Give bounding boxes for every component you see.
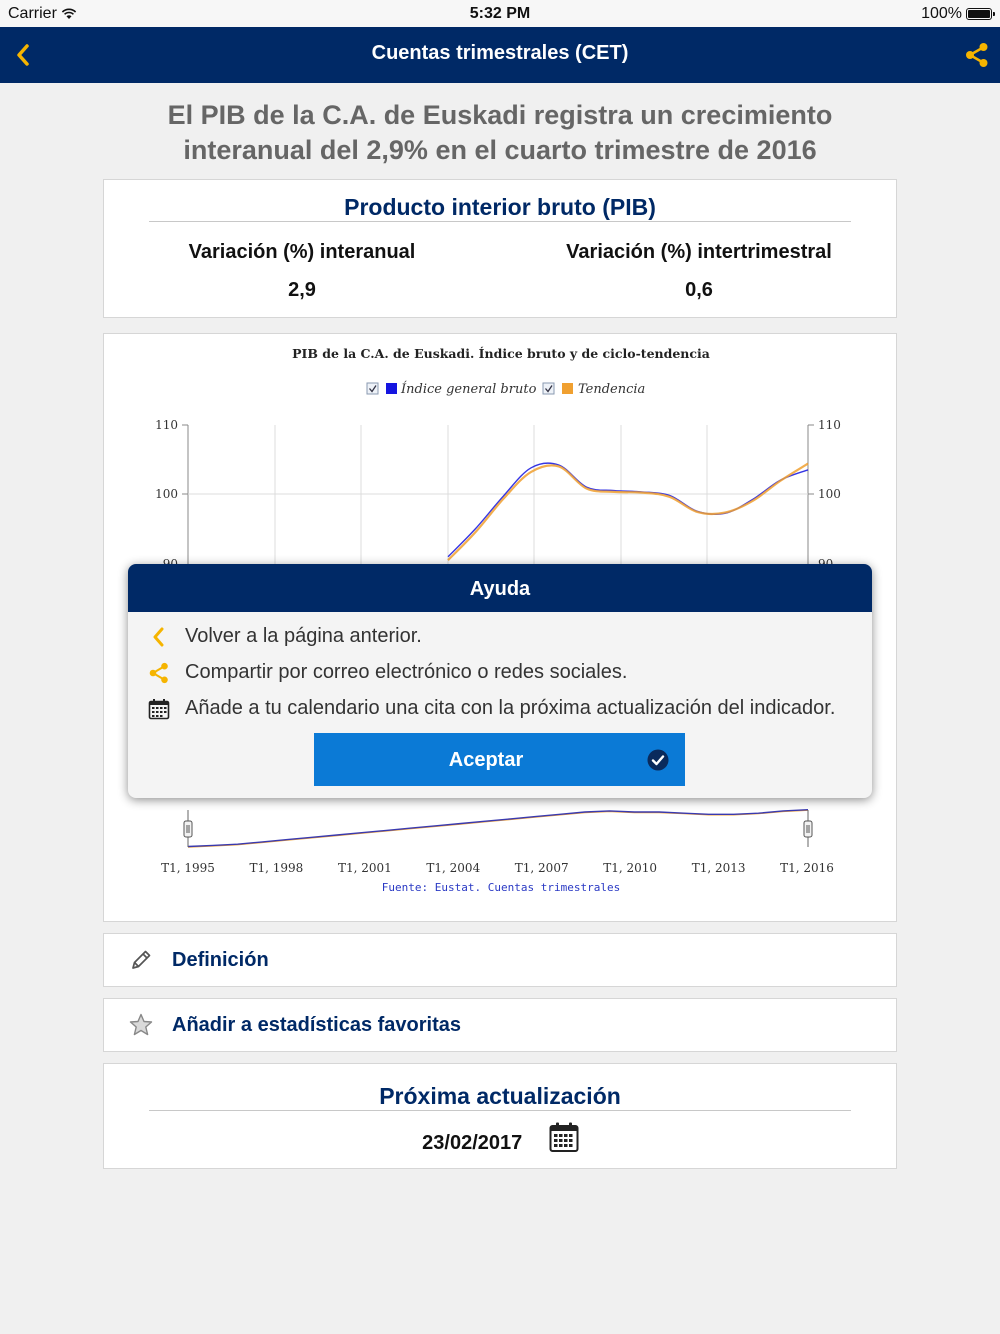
series-line-bruto <box>448 463 808 557</box>
series-layer <box>448 463 808 560</box>
clock: 5:32 PM <box>469 5 531 22</box>
interanual-value: 2,9 <box>288 279 316 301</box>
accept-button-label: Aceptar <box>448 749 524 771</box>
series-line-tendencia <box>448 464 808 561</box>
share-icon <box>148 662 170 684</box>
help-modal-title: Ayuda <box>128 564 872 612</box>
carrier-label: Carrier <box>8 5 57 22</box>
chart-legend <box>367 381 645 397</box>
legend-label-tendencia: Tendencia <box>578 382 646 397</box>
legend-swatch-tendencia <box>562 383 573 394</box>
help-line-share-text: Compartir por correo electrónico o redes sociales. <box>185 661 628 683</box>
y-tick-left-110: 110 <box>155 418 178 432</box>
intertrimestral-block <box>501 241 897 302</box>
y-tick-left-100: 100 <box>155 487 178 501</box>
navigator-labels <box>161 861 834 875</box>
battery-icon <box>966 8 992 20</box>
help-line-calendar <box>148 697 835 720</box>
pencil-icon <box>128 947 154 973</box>
navigator-label: T1, 2001 <box>337 861 392 875</box>
help-modal <box>128 564 872 798</box>
next-update-card <box>103 1063 897 1169</box>
status-bar <box>0 0 1000 27</box>
next-update-title: Próxima actualización <box>379 1083 621 1109</box>
legend-item-tendencia[interactable] <box>543 382 645 397</box>
interanual-label: Variación (%) interanual <box>188 241 416 263</box>
navigator-label: T1, 2016 <box>780 861 834 875</box>
headline <box>0 98 1000 168</box>
calendar-icon[interactable] <box>548 1121 580 1153</box>
headline-line-1: El PIB de la C.A. de Euskadi registra un crecimiento <box>167 100 833 130</box>
intertrimestral-value: 0,6 <box>685 279 713 301</box>
navigator-line-tendencia <box>188 810 808 847</box>
pib-divider <box>149 221 851 222</box>
plot-grid <box>182 425 814 574</box>
calendar-icon <box>148 698 170 720</box>
share-icon[interactable] <box>964 42 990 68</box>
navigator-label: T1, 2004 <box>426 861 481 875</box>
pib-title: Producto interior bruto (PIB) <box>344 194 656 220</box>
page-title: Cuentas trimestrales (CET) <box>371 42 629 64</box>
interanual-block <box>104 241 500 302</box>
definition-row[interactable] <box>103 933 897 987</box>
definition-label: Definición <box>172 948 269 971</box>
check-circle-icon <box>647 749 669 771</box>
chart-source: Fuente: Eustat. Cuentas trimestrales <box>381 881 621 894</box>
legend-checkbox-tendencia[interactable] <box>543 383 554 394</box>
navigator-handle-left[interactable] <box>184 810 192 847</box>
legend-label-bruto: Índice general bruto <box>401 382 537 397</box>
headline-line-2: interanual del 2,9% en el cuarto trimestre de 2016 <box>183 135 817 165</box>
favorites-label: Añadir a estadísticas favoritas <box>172 1013 462 1036</box>
chart-title: PIB de la C.A. de Euskadi. Índice bruto y de ciclo-tendencia <box>292 346 710 361</box>
battery-indicator <box>921 5 992 23</box>
intertrimestral-label: Variación (%) intertrimestral <box>566 241 832 263</box>
star-icon <box>128 1012 154 1038</box>
next-update-date-row <box>104 1132 898 1155</box>
navigator-label: T1, 1998 <box>249 861 304 875</box>
navigator-label: T1, 2010 <box>603 861 658 875</box>
navigator-series <box>188 810 808 847</box>
help-line-calendar-text: Añade a tu calendario una cita con la próxima actualización del indicador. <box>185 697 836 719</box>
help-line-share <box>148 661 627 684</box>
battery-percent: 100% <box>921 5 962 22</box>
accept-button[interactable] <box>314 733 685 786</box>
y-tick-right-100: 100 <box>818 487 841 501</box>
navigator-handle-right[interactable] <box>804 810 812 847</box>
chart-navigator[interactable] <box>161 810 834 875</box>
nav-bar <box>0 27 1000 83</box>
navigator-label: T1, 2013 <box>691 861 746 875</box>
help-line-back-text: Volver a la página anterior. <box>185 625 422 647</box>
navigator-label: T1, 1995 <box>161 861 215 875</box>
favorites-row[interactable] <box>103 998 897 1052</box>
y-tick-right-110: 110 <box>818 418 841 432</box>
chevron-left-icon <box>148 626 170 648</box>
legend-checkbox-bruto[interactable] <box>367 383 378 394</box>
navigator-label: T1, 2007 <box>514 861 569 875</box>
help-line-back <box>148 625 422 648</box>
legend-swatch-bruto <box>386 383 397 394</box>
next-update-date: 23/02/2017 <box>422 1132 523 1155</box>
pib-card <box>103 179 897 318</box>
next-update-divider <box>149 1110 851 1111</box>
legend-item-bruto[interactable] <box>367 381 537 397</box>
